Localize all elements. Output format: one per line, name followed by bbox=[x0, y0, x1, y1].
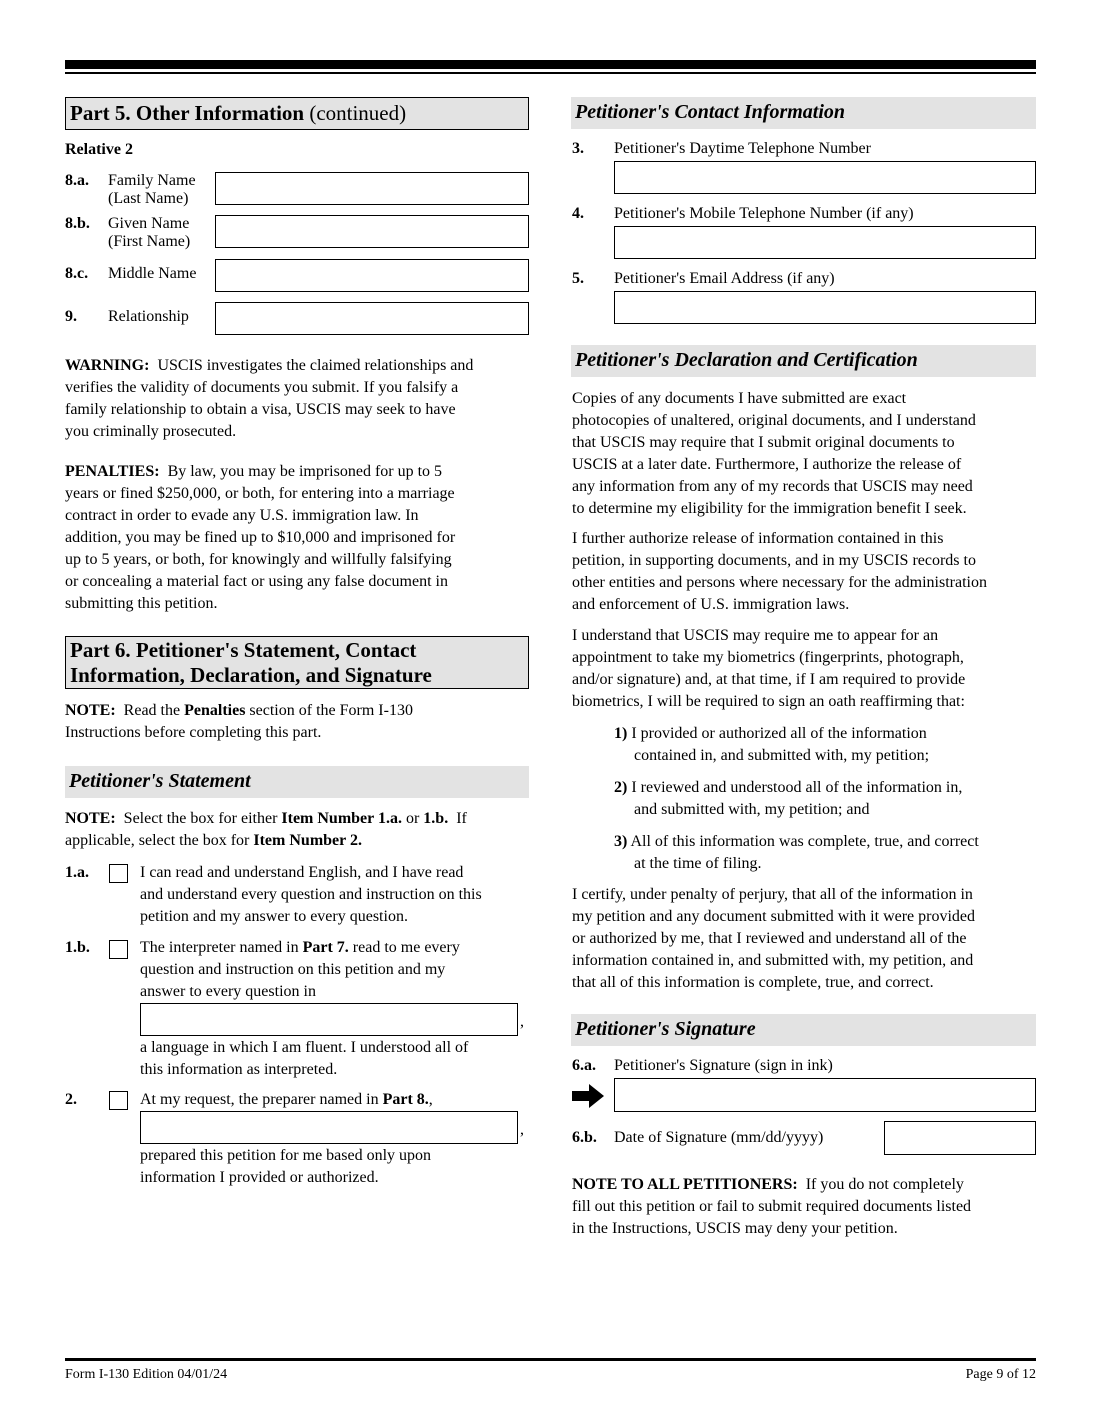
declaration-line: appointment to take my biometrics (fingerprints, photograph, bbox=[572, 649, 964, 666]
oath-number: 2) bbox=[614, 779, 628, 796]
statement-note-text: Select the box for either bbox=[123, 810, 278, 827]
field-8b-number: 8.b. bbox=[65, 215, 90, 232]
oath-item-3 bbox=[614, 831, 1044, 875]
oath-line: I provided or authorized all of the information bbox=[631, 725, 927, 742]
email-input[interactable] bbox=[614, 291, 1036, 324]
item-2-bold: Part 8. bbox=[382, 1091, 429, 1108]
item-1a-line: petition and my answer to every question. bbox=[140, 908, 408, 925]
field-8a-label-line1: Family Name bbox=[108, 172, 196, 189]
item-1a-checkbox[interactable] bbox=[109, 864, 128, 883]
item-2-text bbox=[140, 1089, 535, 1111]
item-1b-checkbox[interactable] bbox=[109, 940, 128, 959]
field-8b-label bbox=[108, 215, 190, 251]
declaration-line: or authorized by me, that I reviewed and understand all of the bbox=[572, 930, 967, 947]
item-6b-label: Date of Signature (mm/dd/yyyy) bbox=[614, 1129, 824, 1146]
field-8c-label: Middle Name bbox=[108, 265, 197, 282]
relationship-input[interactable] bbox=[215, 302, 529, 335]
middle-name-input[interactable] bbox=[215, 259, 529, 292]
warning-line: you criminally prosecuted. bbox=[65, 423, 237, 440]
penalties-line: addition, you may be fined up to $10,000 and imprisoned for bbox=[65, 529, 456, 546]
item-1a-line: I can read and understand English, and I have read bbox=[140, 864, 464, 881]
preparer-comma: , bbox=[520, 1121, 524, 1138]
penalties-label: PENALTIES: bbox=[65, 463, 160, 480]
declaration-line: biometrics, I will be required to sign an oath reaffirming that: bbox=[572, 693, 965, 710]
item-5-number: 5. bbox=[572, 270, 584, 287]
page-number: Page 9 of 12 bbox=[965, 1367, 1036, 1382]
penalties-paragraph bbox=[65, 461, 535, 615]
footer-rule bbox=[65, 1358, 1036, 1361]
oath-line: and submitted with, my petition; and bbox=[634, 801, 870, 818]
declaration-line: information contained in, and submitted with, my petition, and bbox=[572, 952, 974, 969]
declaration-header: Petitioner's Declaration and Certification bbox=[571, 345, 1036, 377]
warning-label: WARNING: bbox=[65, 357, 150, 374]
part6-header bbox=[65, 636, 529, 689]
part6-note-line2: Instructions before completing this part. bbox=[65, 724, 322, 741]
field-8a-number: 8.a. bbox=[65, 172, 89, 189]
penalties-line: By law, you may be imprisoned for up to 5 bbox=[167, 463, 443, 480]
note-line: in the Instructions, USCIS may deny your petition. bbox=[572, 1220, 898, 1237]
declaration-line: my petition and any document submitted with it were provided bbox=[572, 908, 976, 925]
declaration-line: and enforcement of U.S. immigration laws. bbox=[572, 596, 850, 613]
note-to-petitioners bbox=[572, 1174, 1042, 1240]
item-2-line: At my request, the preparer named in bbox=[140, 1091, 379, 1108]
declaration-line: I certify, under penalty of perjury, that all of the information in bbox=[572, 886, 973, 903]
item-1b-after-line: this information as interpreted. bbox=[140, 1061, 338, 1078]
oath-line: contained in, and submitted with, my petition; bbox=[634, 747, 930, 764]
oath-item-1 bbox=[614, 723, 1044, 767]
penalties-line: up to 5 years, or both, for knowingly and willfully falsifying bbox=[65, 551, 452, 568]
field-9-number: 9. bbox=[65, 308, 77, 325]
part6-note-text: Read the bbox=[123, 702, 181, 719]
field-8a-label bbox=[108, 172, 196, 208]
oath-line: All of this information was complete, true, and correct bbox=[630, 833, 979, 850]
part5-continued: (continued) bbox=[309, 101, 407, 125]
top-rule-thin bbox=[65, 72, 1036, 74]
declaration-paragraph-1 bbox=[572, 388, 1042, 520]
statement-note-text: applicable, select the box for bbox=[65, 832, 250, 849]
penalties-line: submitting this petition. bbox=[65, 595, 218, 612]
item-6b-number: 6.b. bbox=[572, 1129, 597, 1146]
language-input[interactable] bbox=[140, 1003, 518, 1036]
declaration-line: petition, in supporting documents, and in my USCIS records to bbox=[572, 552, 976, 569]
item-1b-line: answer to every question in bbox=[140, 983, 316, 1000]
warning-line: USCIS investigates the claimed relationships and bbox=[157, 357, 474, 374]
item-1b-number: 1.b. bbox=[65, 939, 90, 956]
declaration-line: that USCIS may require that I submit original documents to bbox=[572, 434, 955, 451]
right-arrow-icon bbox=[572, 1084, 604, 1108]
given-name-input[interactable] bbox=[215, 215, 529, 248]
declaration-line: to determine my eligibility for the immigration benefit I seek. bbox=[572, 500, 967, 517]
item-3-number: 3. bbox=[572, 140, 584, 157]
statement-note-bold: Item Number 1.a. bbox=[281, 810, 402, 827]
item-1b-line: The interpreter named in bbox=[140, 939, 299, 956]
penalties-line: years or fined $250,000, or both, for entering into a marriage bbox=[65, 485, 455, 502]
warning-line: family relationship to obtain a visa, USCIS may seek to have bbox=[65, 401, 456, 418]
form-edition: Form I-130 Edition 04/01/24 bbox=[65, 1367, 228, 1382]
item-1b-line: read to me every bbox=[352, 939, 460, 956]
field-8a-label-line2: (Last Name) bbox=[108, 190, 189, 207]
field-8c-number: 8.c. bbox=[65, 265, 89, 282]
declaration-line: that all of this information is complete, true, and correct. bbox=[572, 974, 934, 991]
field-9-label: Relationship bbox=[108, 308, 189, 325]
item-1b-bold: Part 7. bbox=[302, 939, 349, 956]
oath-item-2 bbox=[614, 777, 1044, 821]
statement-note-text: If bbox=[456, 810, 467, 827]
part6-title-line2: Information, Declaration, and Signature bbox=[70, 663, 432, 687]
top-rule-thick bbox=[65, 60, 1036, 69]
item-4-label: Petitioner's Mobile Telephone Number (if any) bbox=[614, 205, 914, 222]
statement-note-label: NOTE: bbox=[65, 810, 116, 827]
part6-note bbox=[65, 700, 535, 744]
declaration-line: photocopies of unaltered, original documents, and I understand bbox=[572, 412, 976, 429]
item-4-number: 4. bbox=[572, 205, 584, 222]
note-line: fill out this petition or fail to submit required documents listed bbox=[572, 1198, 972, 1215]
item-1b-after bbox=[140, 1037, 535, 1081]
item-1a-number: 1.a. bbox=[65, 864, 89, 881]
statement-note-bold: 1.b. bbox=[423, 810, 449, 827]
item-3-label: Petitioner's Daytime Telephone Number bbox=[614, 140, 871, 157]
declaration-line: I further authorize release of information contained in this bbox=[572, 530, 944, 547]
daytime-phone-input[interactable] bbox=[614, 161, 1036, 194]
statement-note-text: or bbox=[405, 810, 420, 827]
item-2-after bbox=[140, 1145, 535, 1189]
item-2-comma: , bbox=[428, 1091, 433, 1108]
part6-title-line1: Part 6. Petitioner's Statement, Contact bbox=[70, 638, 417, 662]
declaration-paragraph-2 bbox=[572, 528, 1042, 616]
mobile-phone-input[interactable] bbox=[614, 226, 1036, 259]
language-comma: , bbox=[520, 1013, 524, 1030]
item-5-label: Petitioner's Email Address (if any) bbox=[614, 270, 835, 287]
oath-number: 1) bbox=[614, 725, 628, 742]
relative-label: Relative 2 bbox=[65, 141, 133, 158]
family-name-input[interactable] bbox=[215, 172, 529, 205]
declaration-line: and/or signature) and, at that time, if I am required to provide bbox=[572, 671, 966, 688]
oath-number: 3) bbox=[614, 833, 628, 850]
warning-paragraph bbox=[65, 355, 535, 443]
declaration-line: other entities and persons where necessary for the administration bbox=[572, 574, 987, 591]
signature-date-input[interactable] bbox=[884, 1121, 1036, 1155]
warning-line: verifies the validity of documents you submit. If you falsify a bbox=[65, 379, 459, 396]
field-8b-label-line2: (First Name) bbox=[108, 233, 191, 250]
preparer-input[interactable] bbox=[140, 1111, 518, 1144]
item-2-number: 2. bbox=[65, 1091, 77, 1108]
declaration-line: USCIS at a later date. Furthermore, I authorize the release of bbox=[572, 456, 962, 473]
item-6a-label: Petitioner's Signature (sign in ink) bbox=[614, 1057, 833, 1074]
declaration-paragraph-4 bbox=[572, 884, 1042, 994]
item-6a-number: 6.a. bbox=[572, 1057, 596, 1074]
penalties-line: or concealing a material fact or using any false document in bbox=[65, 573, 448, 590]
item-2-after-line: information I provided or authorized. bbox=[140, 1169, 379, 1186]
part5-header bbox=[65, 97, 529, 130]
part5-title: Part 5. Other Information bbox=[70, 101, 305, 125]
oath-line: at the time of filing. bbox=[634, 855, 762, 872]
penalties-line: contract in order to evade any U.S. immigration law. In bbox=[65, 507, 419, 524]
note-line: If you do not completely bbox=[805, 1176, 964, 1193]
item-1b-text bbox=[140, 937, 535, 1003]
part6-note-bold: Penalties bbox=[184, 702, 246, 719]
signature-input[interactable] bbox=[614, 1078, 1036, 1112]
part6-note-label: NOTE: bbox=[65, 702, 116, 719]
declaration-line: I understand that USCIS may require me to appear for an bbox=[572, 627, 939, 644]
item-1b-after-line: a language in which I am fluent. I understood all of bbox=[140, 1039, 469, 1056]
item-1b-line: question and instruction on this petition and my bbox=[140, 961, 446, 978]
note-to-petitioners-label: NOTE TO ALL PETITIONERS: bbox=[572, 1176, 798, 1193]
declaration-line: Copies of any documents I have submitted are exact bbox=[572, 390, 907, 407]
contact-header: Petitioner's Contact Information bbox=[571, 97, 1036, 129]
statement-note bbox=[65, 808, 535, 852]
statement-header: Petitioner's Statement bbox=[65, 766, 529, 798]
statement-note-bold: Item Number 2. bbox=[253, 832, 362, 849]
oath-line: I reviewed and understood all of the information in, bbox=[631, 779, 963, 796]
item-1a-text bbox=[140, 862, 535, 928]
signature-header: Petitioner's Signature bbox=[571, 1014, 1036, 1046]
field-8b-label-line1: Given Name bbox=[108, 215, 190, 232]
declaration-line: any information from any of my records that USCIS may need bbox=[572, 478, 973, 495]
item-1a-line: and understand every question and instruction on this bbox=[140, 886, 482, 903]
declaration-paragraph-3 bbox=[572, 625, 1042, 713]
part6-note-text: section of the Form I-130 bbox=[249, 702, 413, 719]
item-2-after-line: prepared this petition for me based only upon bbox=[140, 1147, 432, 1164]
item-2-checkbox[interactable] bbox=[109, 1091, 128, 1110]
